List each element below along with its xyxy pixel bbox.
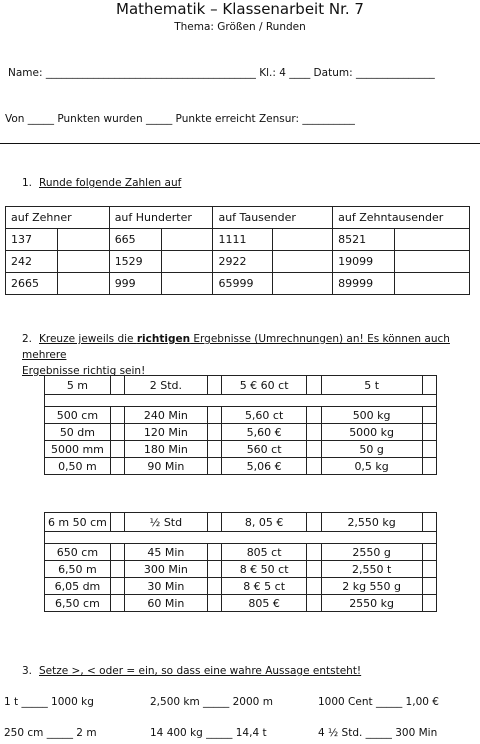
value-cell: 2922 [213, 251, 273, 273]
table-header-row [45, 513, 437, 532]
answer-cell[interactable] [273, 229, 333, 251]
table-header-row [45, 376, 437, 395]
option-cell: 2,550 t [321, 561, 422, 578]
column-header: auf Zehntausender [333, 207, 470, 229]
table-row [45, 458, 437, 475]
answer-cell[interactable] [57, 251, 109, 273]
table-header-row [6, 207, 470, 229]
column-header: auf Tausender [213, 207, 333, 229]
checkbox-cell[interactable] [422, 544, 436, 561]
checkbox-cell[interactable] [110, 407, 124, 424]
checkbox-cell[interactable] [110, 544, 124, 561]
checkbox-cell[interactable] [207, 578, 221, 595]
table-row [45, 561, 437, 578]
answer-cell[interactable] [273, 273, 333, 295]
option-cell: 5,60 ct [221, 407, 306, 424]
task2-heading [22, 331, 474, 379]
task2-instruction-part2: Ergebnisse (Umrechnungen) an! Es können auch mehrere [22, 333, 450, 361]
option-cell: 2550 kg [321, 595, 422, 612]
quantity-header: 5 € 60 ct [221, 376, 306, 395]
checkbox-cell[interactable] [307, 578, 321, 595]
comparison-item: 14 400 kg _____ 14,4 t [150, 727, 267, 739]
option-cell: 5,60 € [221, 424, 306, 441]
option-cell: 60 Min [125, 595, 207, 612]
option-cell: 0,50 m [45, 458, 111, 475]
table-row [45, 595, 437, 612]
checkbox-cell[interactable] [307, 407, 321, 424]
table-row [45, 578, 437, 595]
quantity-header: 2,550 kg [321, 513, 422, 532]
table-row [6, 251, 470, 273]
answer-cell[interactable] [395, 273, 470, 295]
answer-cell[interactable] [395, 251, 470, 273]
table-row [45, 441, 437, 458]
checkbox-cell[interactable] [110, 458, 124, 475]
quantity-header: 6 m 50 cm [45, 513, 111, 532]
option-cell: 8 € 5 ct [221, 578, 306, 595]
option-cell: 2 kg 550 g [321, 578, 422, 595]
task1-heading [22, 177, 181, 189]
value-cell: 1529 [109, 251, 161, 273]
value-cell: 8521 [333, 229, 395, 251]
checkbox-cell[interactable] [422, 561, 436, 578]
comparison-item: 1 t _____ 1000 kg [4, 696, 94, 708]
checkbox-cell[interactable] [110, 595, 124, 612]
page-title: Mathematik – Klassenarbeit Nr. 7 [116, 0, 364, 18]
answer-cell[interactable] [57, 273, 109, 295]
spacer-row [45, 395, 437, 407]
option-cell: 560 ct [221, 441, 306, 458]
comparison-item: 2,500 km _____ 2000 m [150, 696, 273, 708]
answer-cell[interactable] [161, 273, 213, 295]
option-cell: 5,06 € [221, 458, 306, 475]
option-cell: 180 Min [125, 441, 207, 458]
option-cell: 805 € [221, 595, 306, 612]
page-subtitle: Thema: Größen / Runden [174, 21, 306, 33]
checkbox-cell[interactable] [207, 407, 221, 424]
name-line: Name: ________________________________________ Kl.: 4 ____ Datum: _______________ [8, 67, 435, 79]
spacer-row [45, 532, 437, 544]
option-cell: 8 € 50 ct [221, 561, 306, 578]
option-cell: 5000 mm [45, 441, 111, 458]
quantity-header: ½ Std [125, 513, 207, 532]
task2-number: 2. [22, 333, 33, 345]
answer-cell[interactable] [161, 229, 213, 251]
comparison-item: 250 cm _____ 2 m [4, 727, 97, 739]
comparison-item: 1000 Cent _____ 1,00 € [318, 696, 439, 708]
conversion-table-b [44, 512, 437, 612]
option-cell: 650 cm [45, 544, 111, 561]
checkbox-cell[interactable] [207, 561, 221, 578]
option-cell: 6,05 dm [45, 578, 111, 595]
column-header: auf Hunderter [109, 207, 213, 229]
table-row [45, 424, 437, 441]
rounding-table [5, 206, 470, 295]
checkbox-cell[interactable] [207, 441, 221, 458]
option-cell: 0,5 kg [321, 458, 422, 475]
answer-cell[interactable] [57, 229, 109, 251]
checkbox-cell[interactable] [422, 441, 436, 458]
option-cell: 300 Min [125, 561, 207, 578]
quantity-header: 8, 05 € [221, 513, 306, 532]
task2-instruction-bold: richtigen [136, 333, 191, 345]
option-cell: 50 dm [45, 424, 111, 441]
checkbox-cell[interactable] [307, 458, 321, 475]
column-header: auf Zehner [6, 207, 110, 229]
header-divider [0, 143, 480, 144]
value-cell: 2665 [6, 273, 58, 295]
checkbox-cell[interactable] [422, 578, 436, 595]
option-cell: 805 ct [221, 544, 306, 561]
value-cell: 665 [109, 229, 161, 251]
table-row [45, 407, 437, 424]
option-cell: 6,50 cm [45, 595, 111, 612]
checkbox-cell[interactable] [422, 407, 436, 424]
checkbox-cell[interactable] [207, 458, 221, 475]
option-cell: 6,50 m [45, 561, 111, 578]
checkbox-cell[interactable] [307, 424, 321, 441]
task1-number: 1. [22, 177, 33, 189]
value-cell: 65999 [213, 273, 273, 295]
task2-instruction-line2: Ergebnisse richtig sein! [22, 365, 146, 377]
quantity-header: 2 Std. [125, 376, 207, 395]
task1-instruction: Runde folgende Zahlen auf [39, 177, 182, 189]
checkbox-cell[interactable] [422, 424, 436, 441]
checkbox-cell[interactable] [307, 441, 321, 458]
task2-instruction-part1: Kreuze jeweils die [39, 333, 137, 345]
option-cell: 45 Min [125, 544, 207, 561]
option-cell: 30 Min [125, 578, 207, 595]
task3-instruction: Setze >, < oder = ein, so dass eine wahre Aussage entsteht! [39, 665, 362, 677]
checkbox-cell[interactable] [422, 595, 436, 612]
table-row [6, 229, 470, 251]
quantity-header: 5 t [321, 376, 422, 395]
table-row [45, 544, 437, 561]
comparison-item: 4 ½ Std. _____ 300 Min [318, 727, 438, 739]
checkbox-cell[interactable] [110, 561, 124, 578]
checkbox-cell[interactable] [110, 424, 124, 441]
checkbox-cell[interactable] [307, 561, 321, 578]
conversion-table-a [44, 375, 437, 475]
table-row [6, 273, 470, 295]
task3-number: 3. [22, 665, 33, 677]
checkbox-cell[interactable] [307, 544, 321, 561]
option-cell: 120 Min [125, 424, 207, 441]
option-cell: 2550 g [321, 544, 422, 561]
option-cell: 500 kg [321, 407, 422, 424]
checkbox-cell[interactable] [207, 424, 221, 441]
option-cell: 5000 kg [321, 424, 422, 441]
value-cell: 999 [109, 273, 161, 295]
checkbox-cell[interactable] [207, 544, 221, 561]
checkbox-cell[interactable] [110, 441, 124, 458]
checkbox-cell[interactable] [207, 595, 221, 612]
value-cell: 89999 [333, 273, 395, 295]
answer-cell[interactable] [395, 229, 470, 251]
value-cell: 242 [6, 251, 58, 273]
checkbox-cell[interactable] [307, 595, 321, 612]
task3-heading [22, 665, 361, 677]
score-line: Von _____ Punkten wurden _____ Punkte erreicht Zensur: __________ [5, 113, 355, 125]
checkbox-cell[interactable] [422, 458, 436, 475]
answer-cell[interactable] [273, 251, 333, 273]
value-cell: 137 [6, 229, 58, 251]
option-cell: 240 Min [125, 407, 207, 424]
option-cell: 50 g [321, 441, 422, 458]
value-cell: 1111 [213, 229, 273, 251]
checkbox-cell[interactable] [110, 578, 124, 595]
answer-cell[interactable] [161, 251, 213, 273]
value-cell: 19099 [333, 251, 395, 273]
option-cell: 90 Min [125, 458, 207, 475]
option-cell: 500 cm [45, 407, 111, 424]
quantity-header: 5 m [45, 376, 111, 395]
